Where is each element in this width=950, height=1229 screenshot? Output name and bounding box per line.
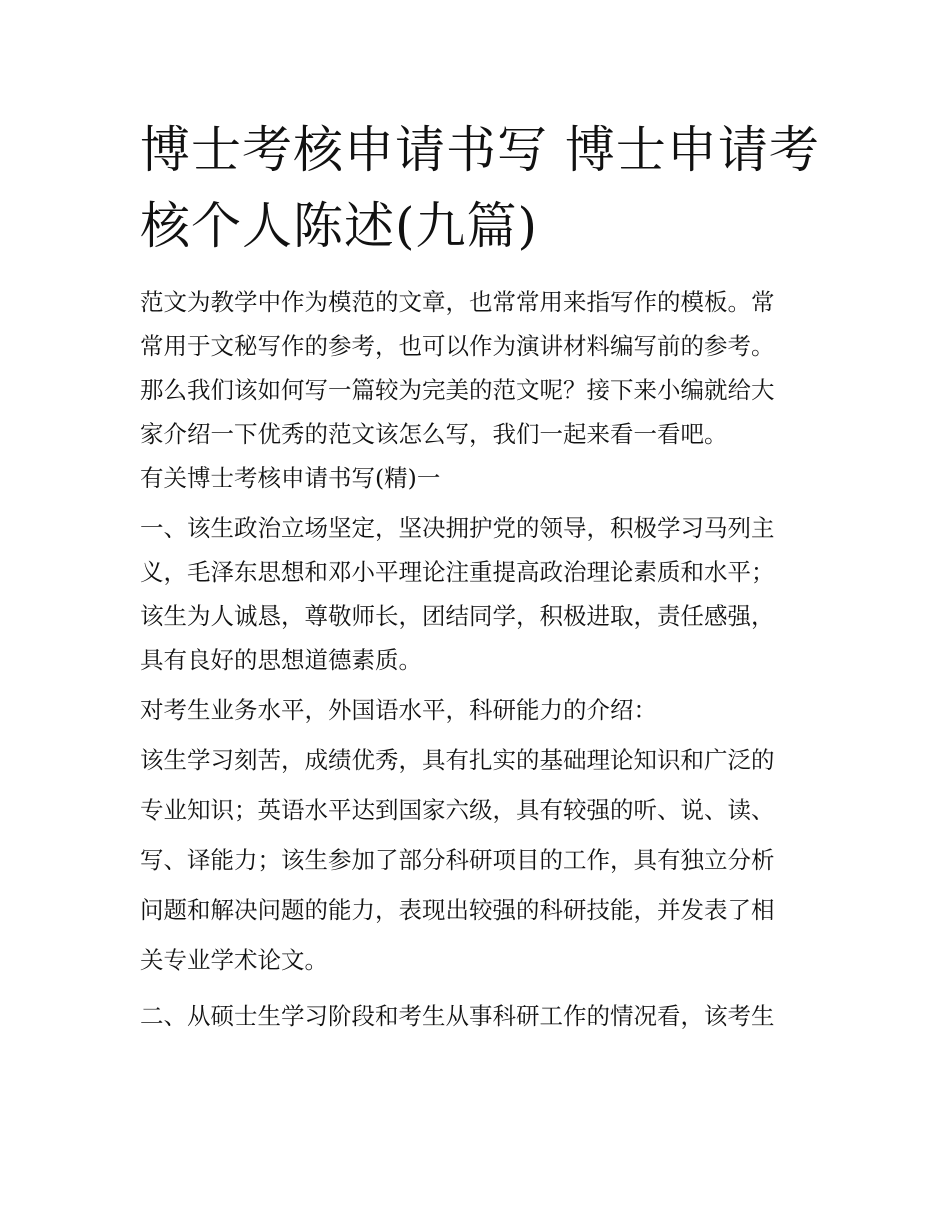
intro-paragraph <box>140 280 820 456</box>
intro-line: 范文为教学中作为模范的文章，也常常用来指写作的模板。常 <box>140 288 775 316</box>
paragraph-line: 关专业学术论文。 <box>140 946 328 974</box>
intro-line: 常用于文秘写作的参考，也可以作为演讲材料编写前的参考。 <box>140 332 775 360</box>
document-title <box>140 112 820 264</box>
paragraph-line: 问题和解决问题的能力，表现出较强的科研技能，并发表了相 <box>140 896 775 924</box>
section-heading: 有关博士考核申请书写(精)一 <box>140 464 441 492</box>
paragraph-political <box>140 506 820 682</box>
paragraph-line: 一、该生政治立场坚定，坚决拥护党的领导，积极学习马列主 <box>140 514 775 542</box>
paragraph-line: 具有良好的思想道德素质。 <box>140 646 422 674</box>
paragraph-research <box>140 994 820 1038</box>
title-line: 核个人陈述(九篇) <box>140 197 539 255</box>
paragraph-academic <box>140 738 820 982</box>
intro-line: 家介绍一下优秀的范文该怎么写，我们一起来看一看吧。 <box>140 420 728 448</box>
paragraph-line: 该生为人诚恳，尊敬师长，团结同学，积极进取，责任感强， <box>140 602 775 630</box>
subsection-heading: 对考生业务水平，外国语水平，科研能力的介绍： <box>140 696 657 724</box>
intro-line: 那么我们该如何写一篇较为完美的范文呢？接下来小编就给大 <box>140 376 775 404</box>
title-line: 博士考核申请书写 博士申请考 <box>140 121 820 179</box>
document-body <box>140 280 820 1038</box>
paragraph-line: 写、译能力；该生参加了部分科研项目的工作，具有独立分析 <box>140 846 775 874</box>
paragraph-line: 义，毛泽东思想和邓小平理论注重提高政治理论素质和水平； <box>140 558 775 586</box>
paragraph-line: 该生学习刻苦，成绩优秀，具有扎实的基础理论知识和广泛的 <box>140 746 775 774</box>
paragraph-line: 二、从硕士生学习阶段和考生从事科研工作的情况看，该考生 <box>140 1002 775 1030</box>
paragraph-line: 专业知识；英语水平达到国家六级，具有较强的听、说、读、 <box>140 796 775 824</box>
